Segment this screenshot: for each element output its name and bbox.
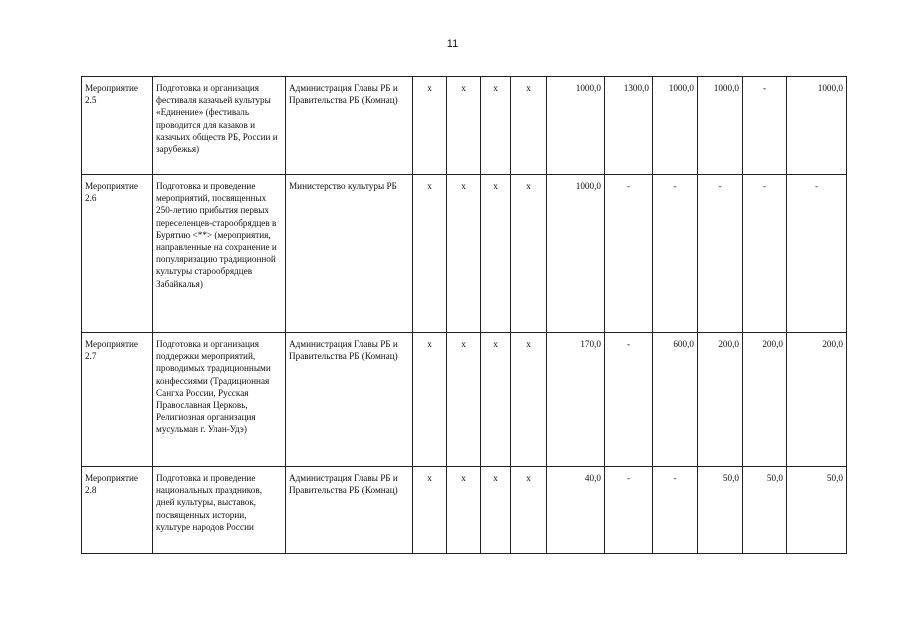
amount-cell: 600,0 bbox=[653, 333, 698, 467]
amount-cell: 1000,0 bbox=[698, 77, 743, 175]
mark-cell: х bbox=[481, 467, 511, 554]
mark-cell: х bbox=[511, 333, 547, 467]
description-cell: Подготовка и проведение мероприятий, посвященных 250-летию прибытия первых переселенцев-старообрядцев в Бурятию <**> (мероприятия, направленные на сохранение и популяризацию традиционной культуры старообрядцев Забайкалья) bbox=[153, 175, 286, 333]
description-cell: Подготовка и проведение национальных праздников, дней культуры, выставок, посвященных истории, культуре народов России bbox=[153, 467, 286, 554]
mark-cell: х bbox=[511, 467, 547, 554]
amount-cell: 1000,0 bbox=[653, 77, 698, 175]
executor-cell: Министерство культуры РБ bbox=[286, 175, 413, 333]
amount-cell: 1000,0 bbox=[547, 175, 605, 333]
mark-cell: х bbox=[413, 175, 447, 333]
mark-cell: х bbox=[413, 77, 447, 175]
amount-cell: 40,0 bbox=[547, 467, 605, 554]
mark-cell: х bbox=[447, 467, 481, 554]
amount-cell: 200,0 bbox=[698, 333, 743, 467]
mark-cell: х bbox=[447, 333, 481, 467]
measure-cell: Мероприятие 2.8 bbox=[82, 467, 153, 554]
amount-cell: 1300,0 bbox=[605, 77, 653, 175]
mark-cell: х bbox=[511, 175, 547, 333]
amount-cell: - bbox=[787, 175, 847, 333]
amount-cell: 1000,0 bbox=[547, 77, 605, 175]
measure-cell: Мероприятие 2.7 bbox=[82, 333, 153, 467]
description-cell: Подготовка и организация фестиваля казачьей культуры «Единение» (фестиваль проводится для казаков и казачьих обществ РБ, России и зарубежья) bbox=[153, 77, 286, 175]
measure-cell: Мероприятие 2.5 bbox=[82, 77, 153, 175]
amount-cell: 200,0 bbox=[743, 333, 787, 467]
amount-cell: - bbox=[698, 175, 743, 333]
amount-cell: 200,0 bbox=[787, 333, 847, 467]
amount-cell: - bbox=[605, 175, 653, 333]
table-row bbox=[82, 467, 847, 554]
amount-cell: 50,0 bbox=[698, 467, 743, 554]
amount-cell: - bbox=[743, 175, 787, 333]
mark-cell: х bbox=[481, 175, 511, 333]
page-number: 11 bbox=[446, 38, 459, 50]
mark-cell: х bbox=[511, 77, 547, 175]
executor-cell: Администрация Главы РБ и Правительства РБ (Комнац) bbox=[286, 467, 413, 554]
mark-cell: х bbox=[413, 467, 447, 554]
mark-cell: х bbox=[481, 333, 511, 467]
mark-cell: х bbox=[447, 77, 481, 175]
amount-cell: - bbox=[653, 175, 698, 333]
amount-cell: 50,0 bbox=[743, 467, 787, 554]
table-body bbox=[82, 77, 847, 554]
measure-cell: Мероприятие 2.6 bbox=[82, 175, 153, 333]
mark-cell: х bbox=[481, 77, 511, 175]
description-cell: Подготовка и организация поддержки мероприятий, проводимых традиционными конфессиями (Традиционная Сангха России, Русская Православная Церковь, Религиозная организация мусульман г. Улан-Удэ) bbox=[153, 333, 286, 467]
program-measures-table bbox=[81, 76, 847, 554]
table-row bbox=[82, 175, 847, 333]
table-row bbox=[82, 77, 847, 175]
amount-cell: 50,0 bbox=[787, 467, 847, 554]
amount-cell: - bbox=[653, 467, 698, 554]
amount-cell: - bbox=[743, 77, 787, 175]
executor-cell: Администрация Главы РБ и Правительства РБ (Комнац) bbox=[286, 77, 413, 175]
amount-cell: - bbox=[605, 333, 653, 467]
amount-cell: 170,0 bbox=[547, 333, 605, 467]
executor-cell: Администрация Главы РБ и Правительства РБ (Комнац) bbox=[286, 333, 413, 467]
amount-cell: 1000,0 bbox=[787, 77, 847, 175]
mark-cell: х bbox=[447, 175, 481, 333]
amount-cell: - bbox=[605, 467, 653, 554]
table-row bbox=[82, 333, 847, 467]
mark-cell: х bbox=[413, 333, 447, 467]
